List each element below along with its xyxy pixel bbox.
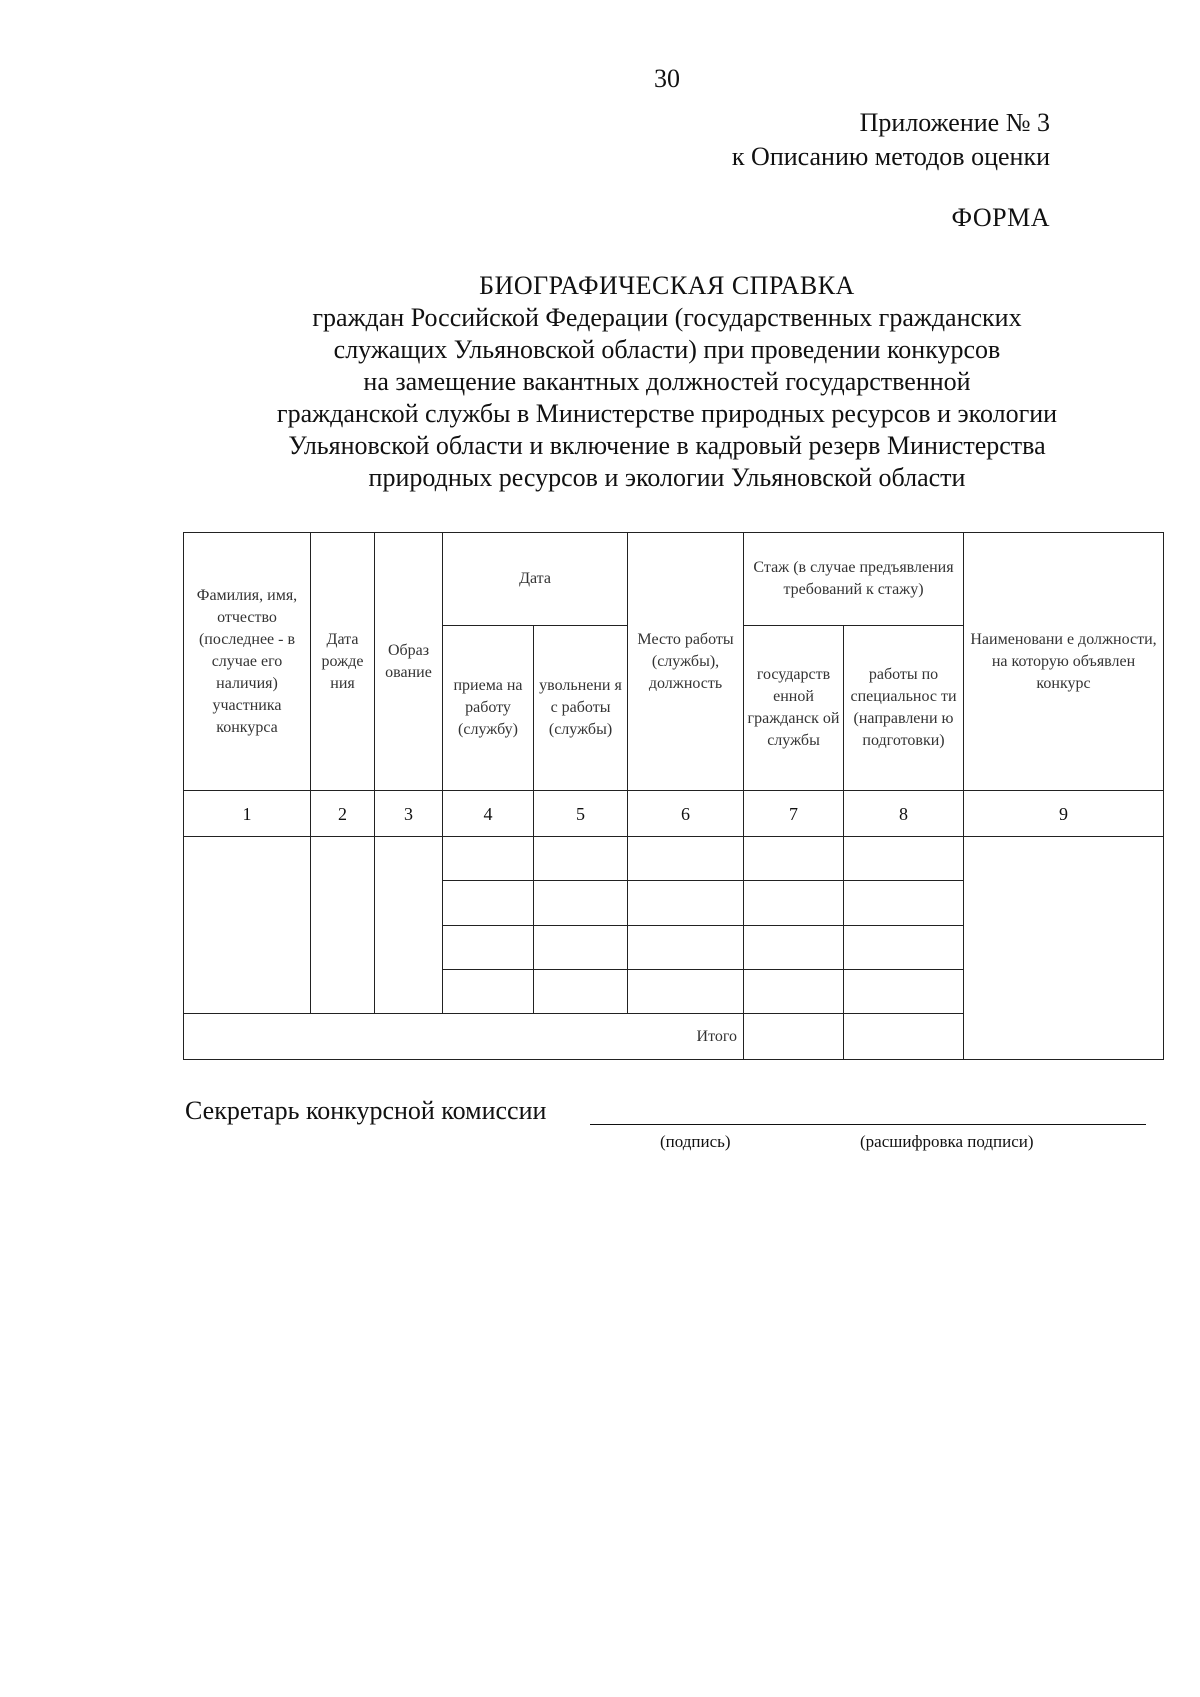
empty-cell [375,836,443,1014]
empty-cell [744,836,844,880]
header-specialty-work: работы по специальнос ти (направлени ю подготовки) [844,626,964,791]
empty-cell [534,970,628,1014]
column-number: 7 [744,791,844,836]
total-label: Итого [184,1014,744,1060]
empty-cell [844,1014,964,1060]
biography-table [183,532,1164,1060]
column-number: 9 [964,791,1164,836]
secretary-label: Секретарь конкурсной комиссии [185,1096,547,1125]
header-dismissal-date: увольнени я с работы (службы) [534,626,628,791]
column-number: 1 [184,791,311,836]
empty-cell [844,970,964,1014]
empty-cell [534,881,628,925]
column-number: 6 [628,791,744,836]
empty-cell [844,881,964,925]
empty-cell [964,836,1164,1059]
empty-cell [443,836,534,880]
empty-cell [311,836,375,1014]
empty-cell [744,1014,844,1060]
title-line: природных ресурсов и экологии Ульяновской области [368,463,966,492]
appendix-line-2: к Описанию методов оценки [731,142,1050,171]
column-number: 2 [311,791,375,836]
empty-cell [628,836,744,880]
empty-cell [443,970,534,1014]
empty-cell [744,881,844,925]
page-number: 30 [654,64,680,93]
empty-cell [443,881,534,925]
appendix-line-1: Приложение № 3 [859,108,1050,137]
main-title: БИОГРАФИЧЕСКАЯ СПРАВКА [479,271,855,300]
column-number: 4 [443,791,534,836]
column-number: 8 [844,791,964,836]
document-title [180,270,1154,494]
empty-cell [184,836,311,1014]
empty-cell [534,925,628,969]
signature-decode-caption: (расшифровка подписи) [860,1132,1034,1151]
empty-cell [628,925,744,969]
header-civil-service: государств енной гражданск ой службы [744,626,844,791]
column-number: 5 [534,791,628,836]
empty-cell [744,970,844,1014]
appendix-reference [732,106,1050,174]
empty-cell [628,881,744,925]
empty-cell [744,925,844,969]
header-date-group: Дата [443,533,628,626]
signature-line [590,1124,1146,1125]
header-name: Фамилия, имя, отчество (последнее - в случае его наличия) участника конкурса [184,533,311,791]
header-experience-group: Стаж (в случае предъявления требований к стажу) [744,533,964,626]
empty-cell [443,925,534,969]
title-line: служащих Ульяновской области) при проведении конкурсов [333,335,1001,364]
title-line: на замещение вакантных должностей государственной [363,367,971,396]
header-hire-date: приема на работу (службу) [443,626,534,791]
header-education: Образ ование [375,533,443,791]
header-workplace: Место работы (службы), должность [628,533,744,791]
title-line: граждан Российской Федерации (государственных гражданских [312,303,1022,332]
empty-cell [628,970,744,1014]
header-birth-date: Дата рожде ния [311,533,375,791]
title-line: Ульяновской области и включение в кадровый резерв Министерства [288,431,1046,460]
column-number: 3 [375,791,443,836]
empty-cell [844,925,964,969]
signature-caption: (подпись) [660,1132,731,1151]
form-label: ФОРМА [951,203,1050,232]
header-position-name: Наименовани е должности, на которую объявлен конкурс [964,533,1164,791]
title-line: гражданской службы в Министерстве природных ресурсов и экологии [276,399,1058,428]
empty-cell [844,836,964,880]
empty-cell [534,836,628,880]
